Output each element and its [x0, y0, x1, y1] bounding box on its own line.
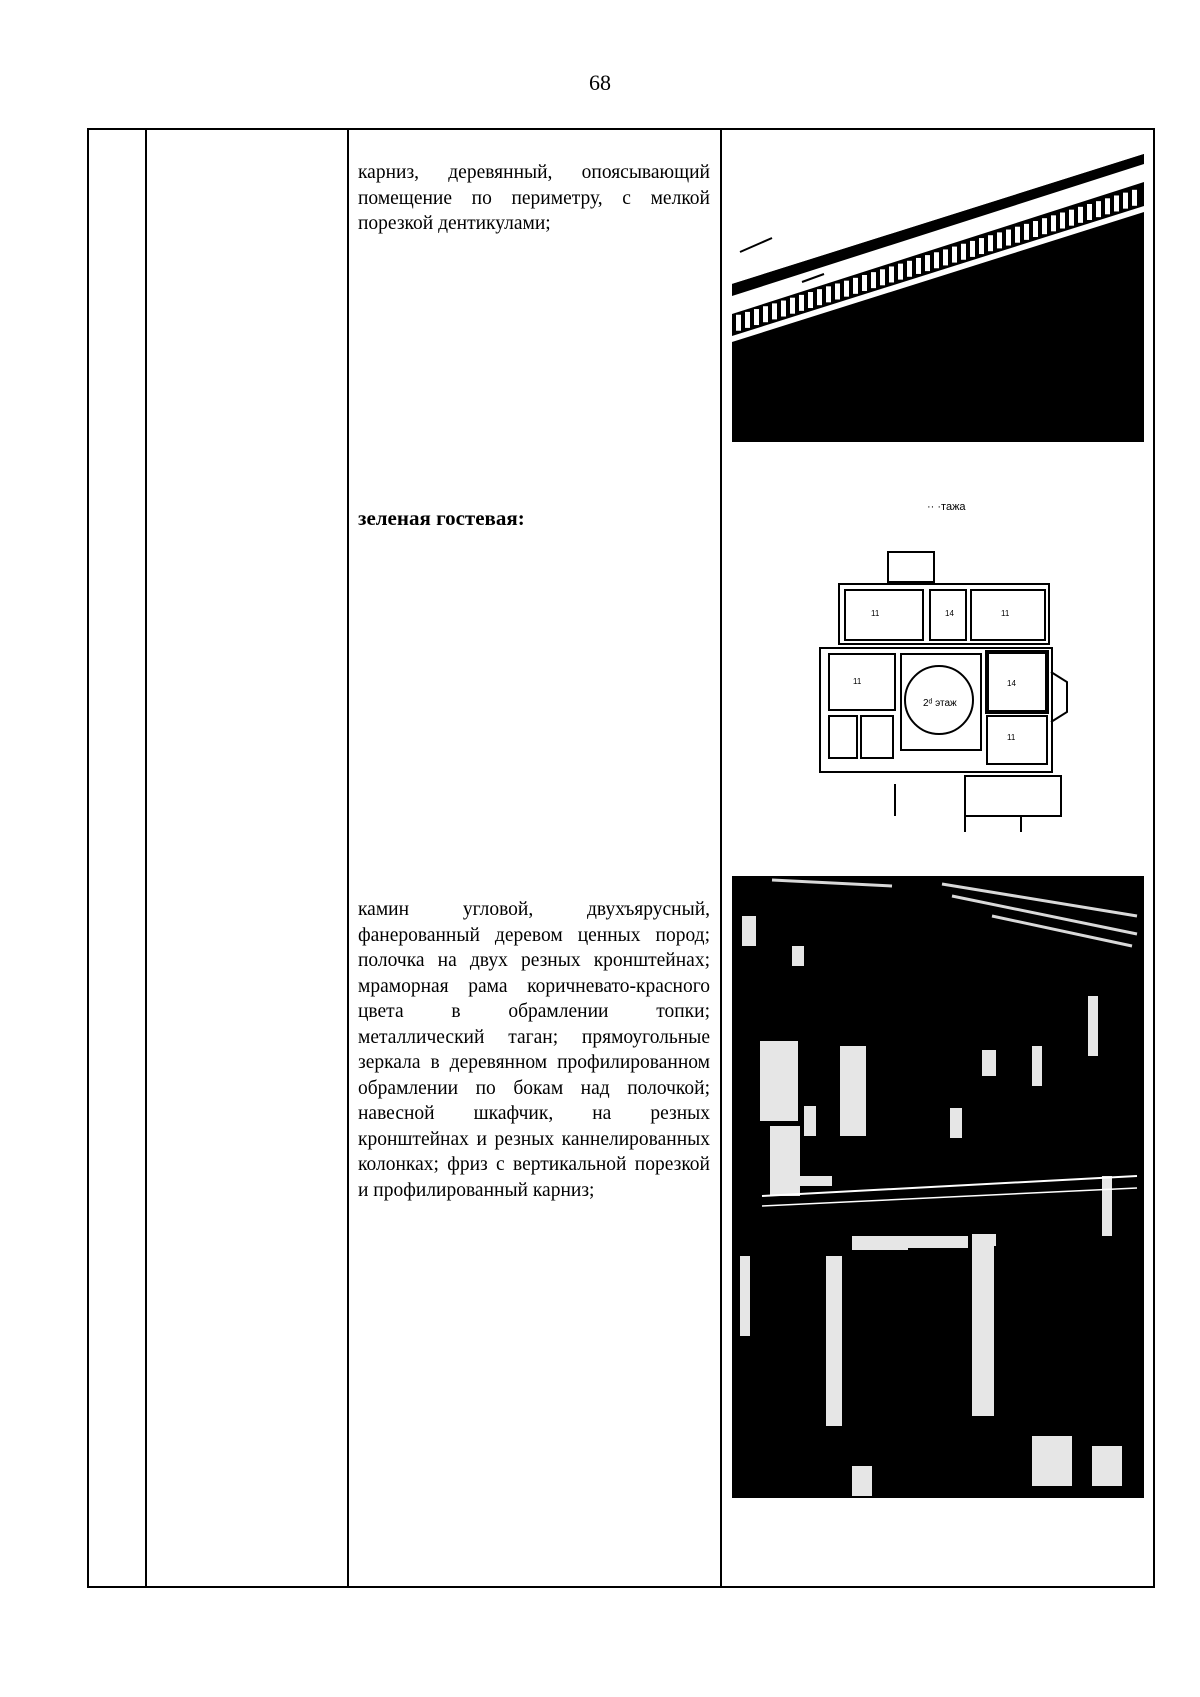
dentil	[1006, 230, 1011, 246]
dentil	[970, 241, 975, 257]
dentil	[1060, 213, 1065, 229]
svg-text:14: 14	[1007, 679, 1016, 688]
dentil	[844, 281, 849, 297]
svg-text:11: 11	[1007, 733, 1016, 742]
dentil	[745, 312, 750, 328]
dentil	[916, 258, 921, 274]
dentil	[772, 303, 777, 319]
dentil	[1105, 198, 1110, 214]
dentil	[1069, 210, 1074, 226]
dentil	[862, 275, 867, 291]
page-number: 68	[589, 70, 611, 95]
room-heading: зеленая гостевая:	[358, 506, 525, 530]
dentil	[790, 298, 795, 314]
dentil	[898, 264, 903, 280]
dentil	[754, 309, 759, 325]
plan-caption: ·· ·тажа	[927, 501, 966, 513]
dentil	[826, 286, 831, 302]
column-divider	[720, 130, 722, 1586]
cornice-description: карниз, деревянный, опоясывающий помещение по периметру, с мелкой порезкой дентикулами;	[358, 162, 710, 234]
dentil	[799, 295, 804, 311]
dentil	[934, 252, 939, 268]
dentil	[736, 315, 741, 331]
svg-text:11: 11	[1001, 609, 1010, 618]
dentil	[1096, 201, 1101, 217]
dentil	[817, 289, 822, 305]
dentil	[1087, 204, 1092, 220]
dentil	[808, 292, 813, 308]
svg-text:11: 11	[871, 609, 880, 618]
dentil	[1015, 227, 1020, 243]
dentil	[1114, 195, 1119, 211]
dentil	[961, 244, 966, 260]
dentil	[763, 306, 768, 322]
dentil	[988, 235, 993, 251]
dentil	[1051, 215, 1056, 231]
dentil	[871, 272, 876, 288]
floor-plan	[789, 494, 1129, 864]
dentil	[1042, 218, 1047, 234]
column-divider	[145, 130, 147, 1586]
plan-floor-label: 2ᵈ этаж	[923, 698, 957, 709]
inventory-table	[87, 128, 1155, 1588]
dentil	[889, 266, 894, 282]
dentil	[997, 232, 1002, 248]
fireplace-photo	[732, 876, 1144, 1498]
dentil	[979, 238, 984, 254]
dentil	[907, 261, 912, 277]
dentil	[1078, 207, 1083, 223]
cornice-dentils-photo	[732, 134, 1144, 442]
dentil	[880, 269, 885, 285]
dentil	[1123, 193, 1128, 209]
dentil	[943, 249, 948, 265]
column-divider	[347, 130, 349, 1586]
dentil	[853, 278, 858, 294]
dentil	[835, 284, 840, 300]
dentil	[1132, 190, 1137, 206]
dentil	[925, 255, 930, 271]
dentil	[1024, 224, 1029, 240]
dentil	[781, 301, 786, 317]
dentil	[1033, 221, 1038, 237]
dentil	[952, 247, 957, 263]
svg-text:14: 14	[945, 609, 954, 618]
fireplace-description: камин угловой, двухъярусный, фанерованный деревом ценных пород; полочка на двух резных кронштейнах; мраморная рама коричневато-красного цвета в обрамлении топки; металлический таган; прямоугольные зеркала в деревянном профилированном обрамлении по бокам над полочкой; навесной шкафчик, на резных кронштейнах и резных каннелированных колонках; фриз с вертикальной порезкой и профилированный карниз;	[358, 899, 710, 1201]
svg-text:11: 11	[853, 677, 862, 686]
